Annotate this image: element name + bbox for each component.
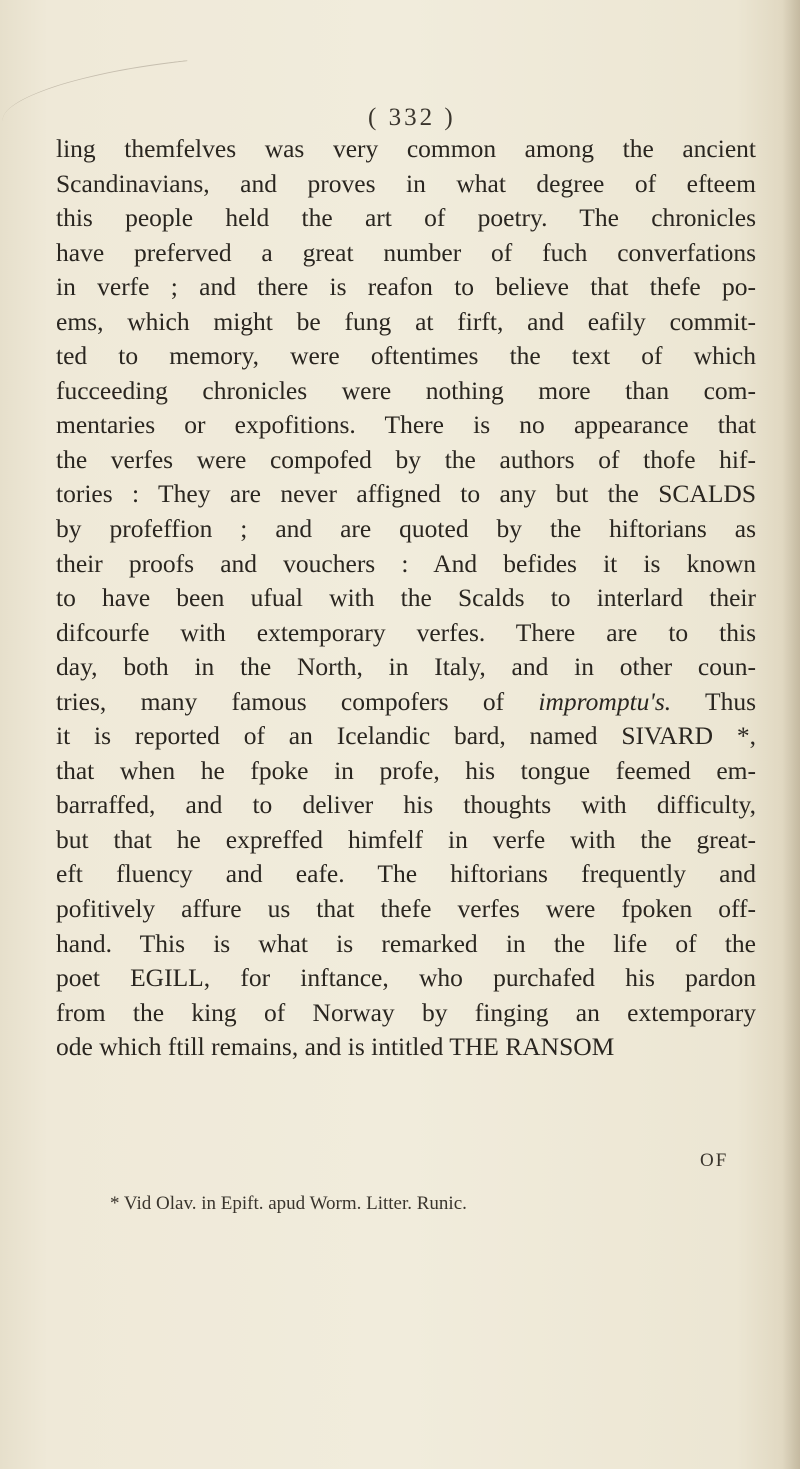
text-line: eft fluency and eafe. The hiftorians frequently and xyxy=(56,859,756,889)
text-line: fucceeding chronicles were nothing more than com- xyxy=(56,375,756,405)
line-text: tries, many famous compofers of xyxy=(56,686,505,716)
text-line: ted to memory, were oftentimes the text of which xyxy=(56,341,756,371)
page-curl-mark xyxy=(0,60,192,121)
gutter-shadow xyxy=(782,0,800,1469)
line-text-tail: Thus xyxy=(705,686,757,716)
text-line: by profeffion ; and are quoted by the hiftorians as xyxy=(56,514,756,544)
text-line: but that he expreffed himfelf in verfe with the great- xyxy=(56,824,756,854)
text-line: it is reported of an Icelandic bard, named SIVARD *, xyxy=(56,721,756,751)
text-line: that when he fpoke in profe, his tongue feemed em- xyxy=(56,755,756,785)
text-line: mentaries or expofitions. There is no appearance that xyxy=(56,410,756,440)
text-line: to have been ufual with the Scalds to interlard their xyxy=(56,583,756,613)
text-line: from the king of Norway by finging an extemporary xyxy=(56,997,756,1027)
text-line: in verfe ; and there is reafon to believe that thefe po- xyxy=(56,272,756,302)
text-line: have preferved a great number of fuch converfations xyxy=(56,237,756,267)
text-line: hand. This is what is remarked in the life of the xyxy=(56,928,756,958)
text-line: their proofs and vouchers : And befides it is known xyxy=(56,548,756,578)
text-line: Scandinavians, and proves in what degree of efteem xyxy=(56,168,756,198)
footnote: * Vid Olav. in Epift. apud Worm. Litter. Runic. xyxy=(110,1193,467,1214)
text-line-impromptu xyxy=(56,685,756,720)
catchword: OF xyxy=(700,1150,729,1171)
page-number: ( 332 ) xyxy=(368,104,456,131)
text-line: ling themfelves was very common among the ancient xyxy=(56,134,756,163)
text-line: day, both in the North, in Italy, and in other coun- xyxy=(56,652,756,682)
text-line: poet EGILL, for inftance, who purchafed his pardon xyxy=(56,963,756,993)
text-line: the verfes were compofed by the authors of thofe hif- xyxy=(56,444,756,474)
text-line: ems, which might be fung at firft, and eafily commit- xyxy=(56,306,756,336)
text-line: this people held the art of poetry. The chronicles xyxy=(56,203,756,233)
text-line: barraffed, and to deliver his thoughts with difficulty, xyxy=(56,790,756,820)
text-line: pofitively affure us that thefe verfes were fpoken off- xyxy=(56,894,756,924)
text-line: tories : They are never affigned to any but the SCALDS xyxy=(56,479,756,509)
text-line: ode which ftill remains, and is intitled THE RANSOM xyxy=(56,1032,615,1062)
text-line: difcourfe with extemporary verfes. There are to this xyxy=(56,617,756,647)
body-text xyxy=(56,132,756,1065)
italic-term: impromptu's. xyxy=(538,686,672,716)
